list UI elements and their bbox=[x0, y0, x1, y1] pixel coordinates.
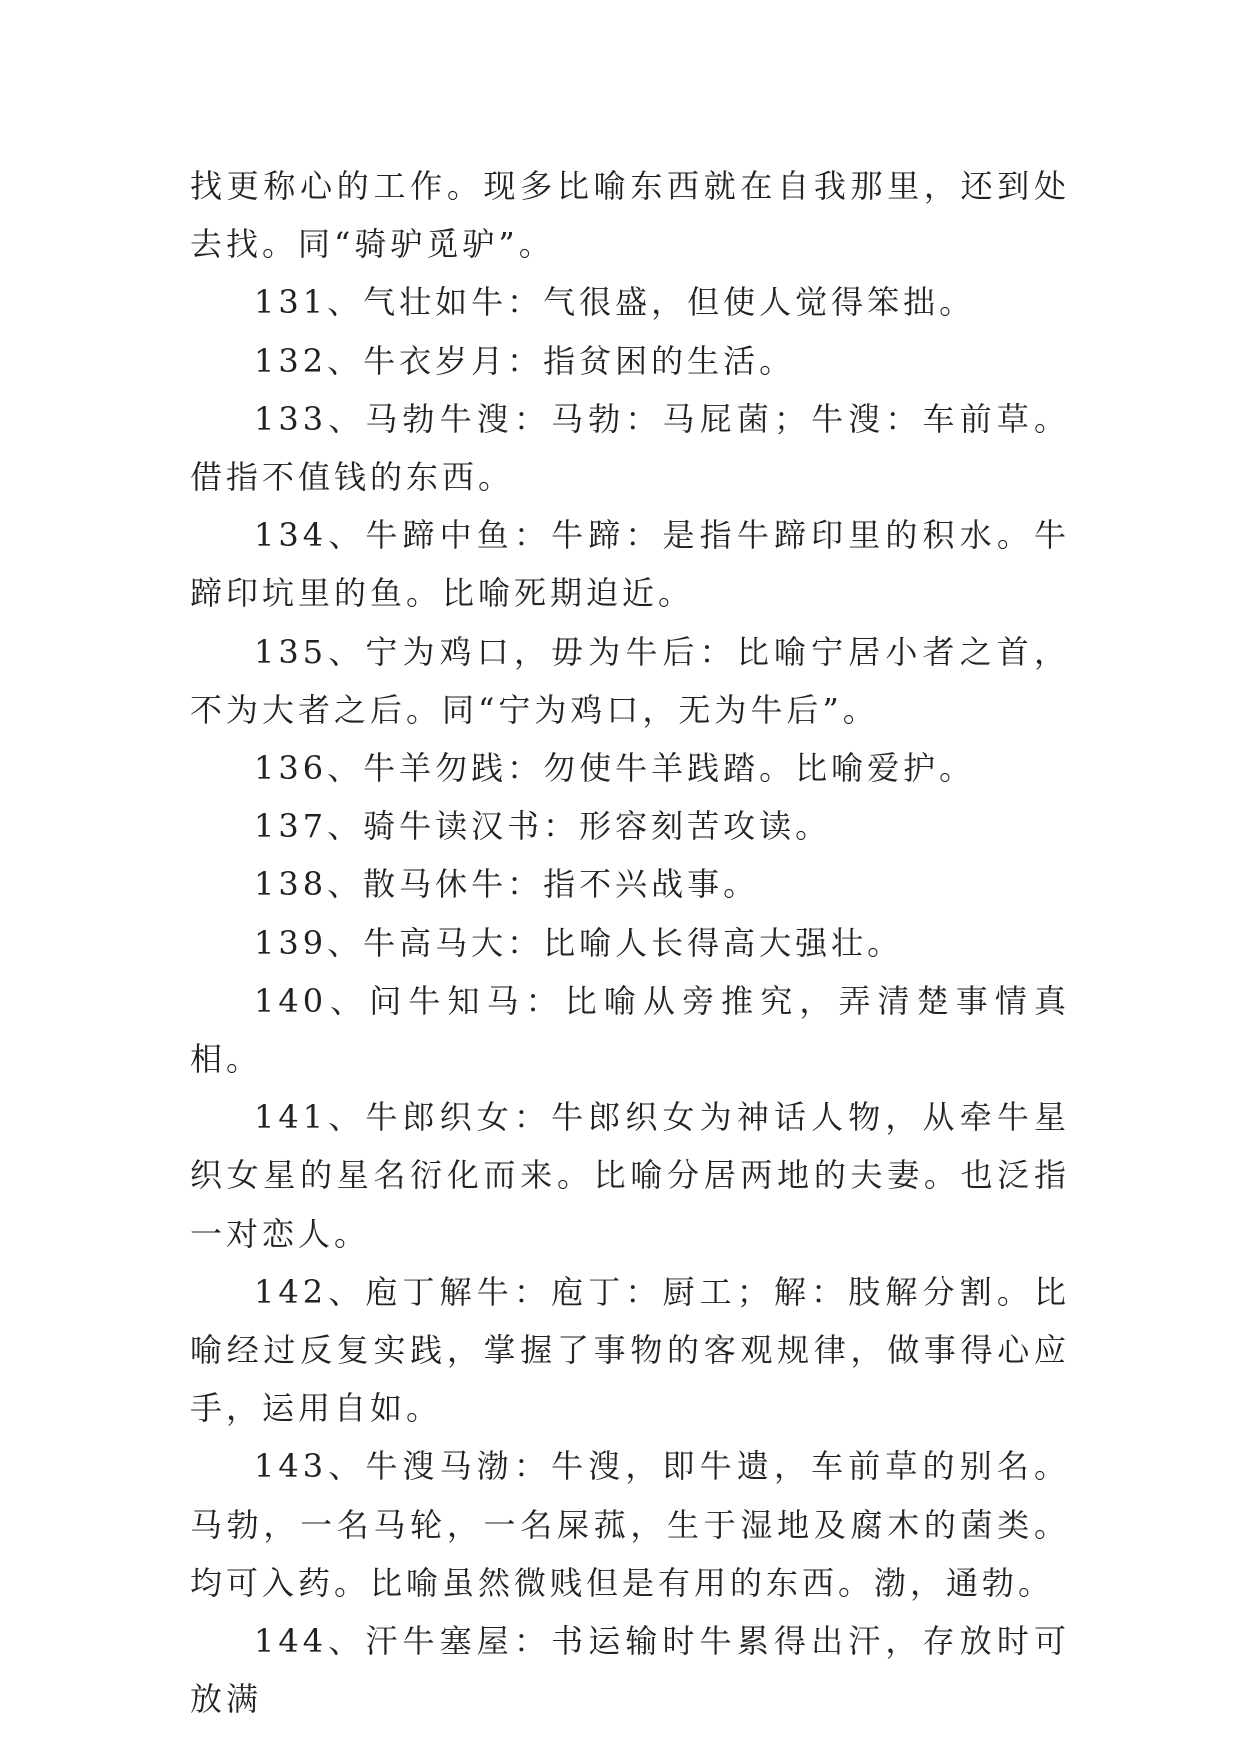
paragraph-idiom-143: 143、牛溲马渤：牛溲，即牛遗，车前草的别名。马勃，一名马轮，一名屎菰，生于湿地及腐木的菌类。均可入药。比喻虽然微贱但是有用的东西。渤，通勃。 bbox=[190, 1447, 1070, 1602]
paragraph-idiom-137: 137、骑牛读汉书：形容刻苦攻读。 bbox=[254, 807, 832, 846]
paragraph-continuation: 找更称心的工作。现多比喻东西就在自我那里，还到处去找。同“骑驴觅驴”。 bbox=[190, 167, 1070, 264]
paragraph-idiom-141: 141、牛郎织女：牛郎织女为神话人物，从牵牛星织女星的星名衍化而来。比喻分居两地的夫妻。也泛指一对恋人。 bbox=[190, 1098, 1070, 1253]
paragraph-idiom-136: 136、牛羊勿践：勿使牛羊践踏。比喻爱护。 bbox=[254, 749, 976, 788]
paragraph-idiom-134: 134、牛蹄中鱼：牛蹄：是指牛蹄印里的积水。牛蹄印坑里的鱼。比喻死期迫近。 bbox=[190, 516, 1070, 613]
paragraph-idiom-132: 132、牛衣岁月：指贫困的生活。 bbox=[254, 341, 796, 380]
paragraph-idiom-139: 139、牛高马大：比喻人长得高大强壮。 bbox=[254, 923, 904, 962]
paragraph-idiom-142: 142、庖丁解牛：庖丁：厨工；解：肢解分割。比喻经过反复实践，掌握了事物的客观规律，做事得心应手，运用自如。 bbox=[190, 1272, 1070, 1428]
document-body bbox=[190, 157, 1070, 1728]
paragraph-idiom-131: 131、气壮如牛：气很盛，但使人觉得笨拙。 bbox=[254, 283, 976, 322]
paragraph-idiom-144: 144、汗牛塞屋：书运输时牛累得出汗，存放时可放满 bbox=[190, 1622, 1070, 1719]
paragraph-idiom-140: 140、问牛知马：比喻从旁推究，弄清楚事情真相。 bbox=[190, 981, 1070, 1079]
paragraph-idiom-133: 133、马勃牛溲：马勃：马屁菌；牛溲：车前草。借指不值钱的东西。 bbox=[190, 399, 1070, 497]
paragraph-idiom-135: 135、宁为鸡口，毋为牛后：比喻宁居小者之首，不为大者之后。同“宁为鸡口，无为牛后”。 bbox=[190, 632, 1070, 729]
paragraph-idiom-138: 138、散马休牛：指不兴战事。 bbox=[254, 865, 760, 904]
